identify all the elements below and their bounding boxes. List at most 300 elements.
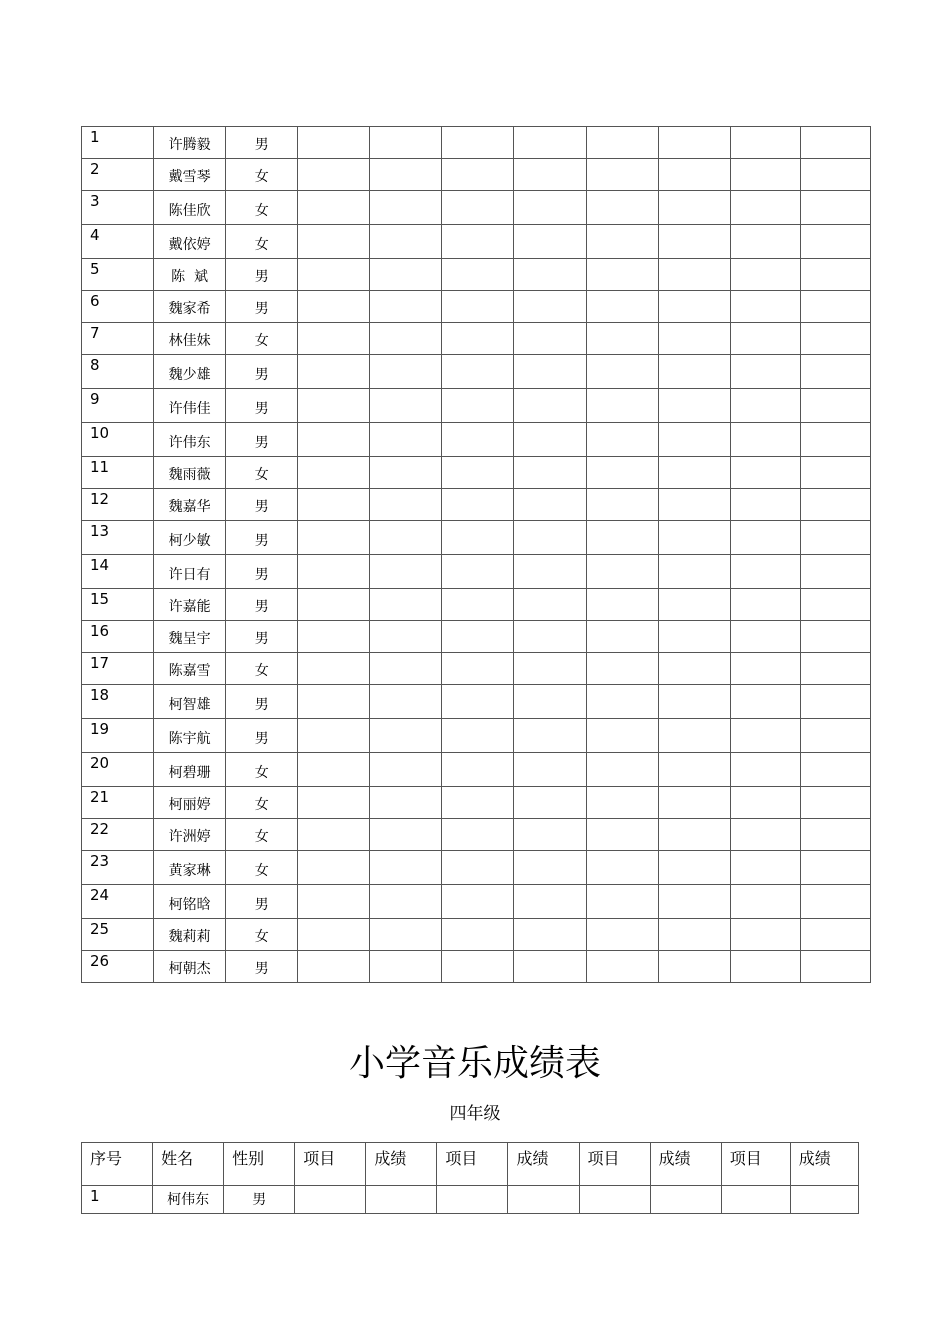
- empty-score-cell: [800, 225, 870, 259]
- empty-score-cell: [514, 127, 586, 159]
- empty-score-cell: [586, 159, 658, 191]
- student-name-cell: 许洲婷: [154, 819, 226, 851]
- empty-score-cell: [437, 1186, 508, 1214]
- empty-score-cell: [658, 521, 730, 555]
- empty-score-cell: [514, 159, 586, 191]
- empty-score-cell: [514, 191, 586, 225]
- empty-score-cell: [800, 787, 870, 819]
- gender-cell: 女: [226, 225, 298, 259]
- empty-score-cell: [730, 719, 800, 753]
- empty-score-cell: [442, 621, 514, 653]
- empty-score-cell: [730, 555, 800, 589]
- empty-score-cell: [658, 753, 730, 787]
- gender-cell: 男: [226, 259, 298, 291]
- empty-score-cell: [514, 457, 586, 489]
- empty-score-cell: [586, 951, 658, 983]
- empty-score-cell: [800, 159, 870, 191]
- table-row: [82, 389, 871, 423]
- empty-score-cell: [800, 951, 870, 983]
- empty-score-cell: [586, 719, 658, 753]
- empty-score-cell: [370, 127, 442, 159]
- empty-score-cell: [730, 259, 800, 291]
- empty-score-cell: [730, 589, 800, 621]
- empty-score-cell: [370, 291, 442, 323]
- gender-cell: 女: [226, 787, 298, 819]
- empty-score-cell: [514, 685, 586, 719]
- empty-score-cell: [514, 653, 586, 685]
- row-number-cell: 12: [82, 489, 154, 521]
- empty-score-cell: [800, 259, 870, 291]
- student-name-cell: 柯丽婷: [154, 787, 226, 819]
- empty-score-cell: [442, 191, 514, 225]
- empty-score-cell: [370, 885, 442, 919]
- empty-score-cell: [370, 851, 442, 885]
- gender-cell: 女: [226, 159, 298, 191]
- empty-score-cell: [658, 259, 730, 291]
- empty-score-cell: [370, 389, 442, 423]
- student-name-cell: 许伟东: [154, 423, 226, 457]
- empty-score-cell: [298, 621, 370, 653]
- column-header: 成绩: [508, 1143, 579, 1186]
- table-row: [82, 259, 871, 291]
- gender-cell: 女: [226, 819, 298, 851]
- empty-score-cell: [514, 423, 586, 457]
- empty-score-cell: [442, 919, 514, 951]
- empty-score-cell: [514, 819, 586, 851]
- empty-score-cell: [658, 489, 730, 521]
- table-row: [82, 719, 871, 753]
- row-number-cell: 21: [82, 787, 154, 819]
- empty-score-cell: [730, 851, 800, 885]
- empty-score-cell: [730, 819, 800, 851]
- empty-score-cell: [586, 323, 658, 355]
- empty-score-cell: [366, 1186, 437, 1214]
- student-name-cell: 陈 斌: [154, 259, 226, 291]
- row-number-cell: 6: [82, 291, 154, 323]
- student-name-cell: 戴雪琴: [154, 159, 226, 191]
- empty-score-cell: [298, 225, 370, 259]
- column-header: 姓名: [153, 1143, 224, 1186]
- empty-score-cell: [514, 489, 586, 521]
- empty-score-cell: [658, 589, 730, 621]
- empty-score-cell: [514, 851, 586, 885]
- gender-cell: 男: [226, 685, 298, 719]
- table-row: [82, 225, 871, 259]
- table-row: [82, 885, 871, 919]
- page-title: 小学音乐成绩表: [348, 1043, 601, 1084]
- empty-score-cell: [298, 127, 370, 159]
- row-number-cell: 11: [82, 457, 154, 489]
- gender-cell: 男: [224, 1186, 295, 1214]
- row-number-cell: 7: [82, 323, 154, 355]
- empty-score-cell: [442, 323, 514, 355]
- empty-score-cell: [800, 919, 870, 951]
- column-header: 项目: [437, 1143, 508, 1186]
- empty-score-cell: [579, 1186, 650, 1214]
- empty-score-cell: [730, 389, 800, 423]
- empty-score-cell: [370, 323, 442, 355]
- empty-score-cell: [586, 685, 658, 719]
- column-header: 项目: [721, 1143, 790, 1186]
- gender-cell: 男: [226, 423, 298, 457]
- table-row: [82, 489, 871, 521]
- empty-score-cell: [298, 291, 370, 323]
- gender-cell: 男: [226, 291, 298, 323]
- empty-score-cell: [586, 787, 658, 819]
- empty-score-cell: [730, 457, 800, 489]
- empty-score-cell: [298, 191, 370, 225]
- student-name-cell: 魏雨薇: [154, 457, 226, 489]
- student-name-cell: 陈宇航: [154, 719, 226, 753]
- empty-score-cell: [586, 291, 658, 323]
- table-row: [82, 191, 871, 225]
- empty-score-cell: [298, 355, 370, 389]
- empty-score-cell: [298, 521, 370, 555]
- row-number-cell: 26: [82, 951, 154, 983]
- empty-score-cell: [442, 127, 514, 159]
- empty-score-cell: [298, 423, 370, 457]
- student-name-cell: 许嘉能: [154, 589, 226, 621]
- student-name-cell: 许日有: [154, 555, 226, 589]
- student-name-cell: 柯朝杰: [154, 951, 226, 983]
- empty-score-cell: [800, 555, 870, 589]
- empty-score-cell: [800, 653, 870, 685]
- gender-cell: 男: [226, 589, 298, 621]
- empty-score-cell: [586, 753, 658, 787]
- gender-cell: 男: [226, 885, 298, 919]
- empty-score-cell: [730, 489, 800, 521]
- row-number-cell: 24: [82, 885, 154, 919]
- empty-score-cell: [730, 423, 800, 457]
- empty-score-cell: [586, 259, 658, 291]
- empty-score-cell: [370, 489, 442, 521]
- student-name-cell: 陈嘉雪: [154, 653, 226, 685]
- empty-score-cell: [586, 225, 658, 259]
- empty-score-cell: [514, 355, 586, 389]
- row-number-cell: 16: [82, 621, 154, 653]
- empty-score-cell: [730, 685, 800, 719]
- row-number-cell: 8: [82, 355, 154, 389]
- student-name-cell: 许腾毅: [154, 127, 226, 159]
- gender-cell: 男: [226, 555, 298, 589]
- empty-score-cell: [800, 885, 870, 919]
- empty-score-cell: [514, 951, 586, 983]
- empty-score-cell: [442, 685, 514, 719]
- table-row: [82, 621, 871, 653]
- gender-cell: 女: [226, 457, 298, 489]
- table-row: [82, 555, 871, 589]
- empty-score-cell: [442, 291, 514, 323]
- student-name-cell: 柯碧珊: [154, 753, 226, 787]
- empty-score-cell: [730, 885, 800, 919]
- row-number-cell: 20: [82, 753, 154, 787]
- empty-score-cell: [370, 919, 442, 951]
- empty-score-cell: [442, 951, 514, 983]
- empty-score-cell: [658, 787, 730, 819]
- empty-score-cell: [658, 159, 730, 191]
- empty-score-cell: [730, 521, 800, 555]
- empty-score-cell: [298, 951, 370, 983]
- student-name-cell: 柯智雄: [154, 685, 226, 719]
- column-header: 成绩: [790, 1143, 858, 1186]
- empty-score-cell: [442, 389, 514, 423]
- empty-score-cell: [800, 753, 870, 787]
- empty-score-cell: [730, 291, 800, 323]
- empty-score-cell: [370, 423, 442, 457]
- table-row: [82, 589, 871, 621]
- column-header: 项目: [579, 1143, 650, 1186]
- empty-score-cell: [586, 653, 658, 685]
- empty-score-cell: [586, 127, 658, 159]
- empty-score-cell: [730, 787, 800, 819]
- empty-score-cell: [514, 589, 586, 621]
- gender-cell: 男: [226, 127, 298, 159]
- empty-score-cell: [298, 589, 370, 621]
- empty-score-cell: [442, 851, 514, 885]
- gender-cell: 男: [226, 521, 298, 555]
- table-row: [82, 323, 871, 355]
- empty-score-cell: [658, 685, 730, 719]
- empty-score-cell: [586, 521, 658, 555]
- table-row: [82, 521, 871, 555]
- empty-score-cell: [298, 259, 370, 291]
- empty-score-cell: [730, 753, 800, 787]
- row-number-cell: 1: [82, 1186, 153, 1214]
- table-row: [82, 787, 871, 819]
- gender-cell: 男: [226, 719, 298, 753]
- row-number-cell: 1: [82, 127, 154, 159]
- empty-score-cell: [298, 489, 370, 521]
- empty-score-cell: [586, 885, 658, 919]
- empty-score-cell: [370, 521, 442, 555]
- row-number-cell: 2: [82, 159, 154, 191]
- column-header: 性别: [224, 1143, 295, 1186]
- empty-score-cell: [514, 521, 586, 555]
- empty-score-cell: [514, 323, 586, 355]
- gender-cell: 女: [226, 653, 298, 685]
- student-name-cell: 戴依婷: [154, 225, 226, 259]
- empty-score-cell: [442, 589, 514, 621]
- empty-score-cell: [514, 753, 586, 787]
- empty-score-cell: [442, 259, 514, 291]
- empty-score-cell: [298, 389, 370, 423]
- empty-score-cell: [370, 159, 442, 191]
- empty-score-cell: [370, 555, 442, 589]
- table-row: [82, 457, 871, 489]
- empty-score-cell: [586, 819, 658, 851]
- empty-score-cell: [790, 1186, 858, 1214]
- row-number-cell: 15: [82, 589, 154, 621]
- empty-score-cell: [586, 589, 658, 621]
- empty-score-cell: [586, 851, 658, 885]
- column-header: 序号: [82, 1143, 153, 1186]
- table-row: [82, 653, 871, 685]
- student-roster-table: [81, 126, 871, 983]
- table-row: [82, 819, 871, 851]
- empty-score-cell: [442, 489, 514, 521]
- empty-score-cell: [658, 885, 730, 919]
- empty-score-cell: [658, 951, 730, 983]
- empty-score-cell: [514, 719, 586, 753]
- table-row: [82, 159, 871, 191]
- student-name-cell: 柯少敏: [154, 521, 226, 555]
- row-number-cell: 19: [82, 719, 154, 753]
- score-table-header-row: [82, 1143, 859, 1186]
- empty-score-cell: [658, 457, 730, 489]
- table-row: [82, 919, 871, 951]
- column-header: 项目: [295, 1143, 366, 1186]
- empty-score-cell: [730, 951, 800, 983]
- empty-score-cell: [370, 191, 442, 225]
- table-row: [82, 127, 871, 159]
- empty-score-cell: [730, 127, 800, 159]
- empty-score-cell: [514, 787, 586, 819]
- empty-score-cell: [800, 323, 870, 355]
- gender-cell: 女: [226, 323, 298, 355]
- empty-score-cell: [295, 1186, 366, 1214]
- column-header: 成绩: [650, 1143, 721, 1186]
- student-name-cell: 许伟佳: [154, 389, 226, 423]
- empty-score-cell: [658, 355, 730, 389]
- score-table: [81, 1142, 859, 1214]
- empty-score-cell: [658, 323, 730, 355]
- table-row: [82, 951, 871, 983]
- student-name-cell: 魏家希: [154, 291, 226, 323]
- empty-score-cell: [370, 457, 442, 489]
- table-row: [82, 685, 871, 719]
- empty-score-cell: [298, 787, 370, 819]
- row-number-cell: 5: [82, 259, 154, 291]
- column-header: 成绩: [366, 1143, 437, 1186]
- row-number-cell: 17: [82, 653, 154, 685]
- row-number-cell: 23: [82, 851, 154, 885]
- empty-score-cell: [658, 621, 730, 653]
- empty-score-cell: [586, 423, 658, 457]
- empty-score-cell: [298, 653, 370, 685]
- empty-score-cell: [658, 389, 730, 423]
- empty-score-cell: [298, 819, 370, 851]
- empty-score-cell: [586, 457, 658, 489]
- row-number-cell: 14: [82, 555, 154, 589]
- empty-score-cell: [730, 323, 800, 355]
- empty-score-cell: [800, 685, 870, 719]
- empty-score-cell: [800, 127, 870, 159]
- empty-score-cell: [800, 423, 870, 457]
- empty-score-cell: [721, 1186, 790, 1214]
- empty-score-cell: [298, 753, 370, 787]
- row-number-cell: 10: [82, 423, 154, 457]
- student-name-cell: 魏莉莉: [154, 919, 226, 951]
- empty-score-cell: [800, 355, 870, 389]
- empty-score-cell: [370, 819, 442, 851]
- student-name-cell: 魏呈宇: [154, 621, 226, 653]
- gender-cell: 男: [226, 951, 298, 983]
- empty-score-cell: [442, 819, 514, 851]
- gender-cell: 男: [226, 621, 298, 653]
- empty-score-cell: [370, 753, 442, 787]
- row-number-cell: 22: [82, 819, 154, 851]
- empty-score-cell: [370, 653, 442, 685]
- empty-score-cell: [514, 885, 586, 919]
- student-name-cell: 陈佳欣: [154, 191, 226, 225]
- empty-score-cell: [658, 225, 730, 259]
- empty-score-cell: [442, 753, 514, 787]
- empty-score-cell: [658, 653, 730, 685]
- empty-score-cell: [514, 919, 586, 951]
- empty-score-cell: [658, 127, 730, 159]
- row-number-cell: 18: [82, 685, 154, 719]
- empty-score-cell: [730, 621, 800, 653]
- gender-cell: 女: [226, 851, 298, 885]
- student-name-cell: 魏嘉华: [154, 489, 226, 521]
- grade-subtitle: 四年级: [449, 1104, 501, 1124]
- empty-score-cell: [800, 521, 870, 555]
- empty-score-cell: [514, 621, 586, 653]
- gender-cell: 男: [226, 489, 298, 521]
- empty-score-cell: [658, 191, 730, 225]
- student-name-cell: 魏少雄: [154, 355, 226, 389]
- empty-score-cell: [442, 225, 514, 259]
- row-number-cell: 9: [82, 389, 154, 423]
- empty-score-cell: [442, 885, 514, 919]
- row-number-cell: 13: [82, 521, 154, 555]
- empty-score-cell: [442, 521, 514, 555]
- gender-cell: 女: [226, 919, 298, 951]
- empty-score-cell: [442, 555, 514, 589]
- empty-score-cell: [586, 389, 658, 423]
- empty-score-cell: [658, 555, 730, 589]
- empty-score-cell: [800, 851, 870, 885]
- student-name-cell: 黄家琳: [154, 851, 226, 885]
- empty-score-cell: [730, 919, 800, 951]
- empty-score-cell: [730, 191, 800, 225]
- empty-score-cell: [800, 291, 870, 323]
- empty-score-cell: [730, 159, 800, 191]
- empty-score-cell: [298, 885, 370, 919]
- student-name-cell: 柯伟东: [153, 1186, 224, 1214]
- empty-score-cell: [800, 719, 870, 753]
- empty-score-cell: [442, 423, 514, 457]
- empty-score-cell: [730, 653, 800, 685]
- empty-score-cell: [800, 191, 870, 225]
- empty-score-cell: [586, 919, 658, 951]
- empty-score-cell: [298, 719, 370, 753]
- empty-score-cell: [658, 423, 730, 457]
- empty-score-cell: [800, 589, 870, 621]
- empty-score-cell: [508, 1186, 579, 1214]
- empty-score-cell: [586, 555, 658, 589]
- empty-score-cell: [650, 1186, 721, 1214]
- empty-score-cell: [370, 685, 442, 719]
- empty-score-cell: [730, 225, 800, 259]
- empty-score-cell: [370, 621, 442, 653]
- empty-score-cell: [298, 685, 370, 719]
- empty-score-cell: [658, 291, 730, 323]
- empty-score-cell: [370, 589, 442, 621]
- table-row: [82, 753, 871, 787]
- empty-score-cell: [298, 555, 370, 589]
- empty-score-cell: [370, 787, 442, 819]
- empty-score-cell: [800, 489, 870, 521]
- gender-cell: 女: [226, 191, 298, 225]
- empty-score-cell: [370, 225, 442, 259]
- student-name-cell: 柯铭晗: [154, 885, 226, 919]
- empty-score-cell: [442, 355, 514, 389]
- empty-score-cell: [370, 259, 442, 291]
- empty-score-cell: [658, 851, 730, 885]
- empty-score-cell: [442, 787, 514, 819]
- empty-score-cell: [514, 389, 586, 423]
